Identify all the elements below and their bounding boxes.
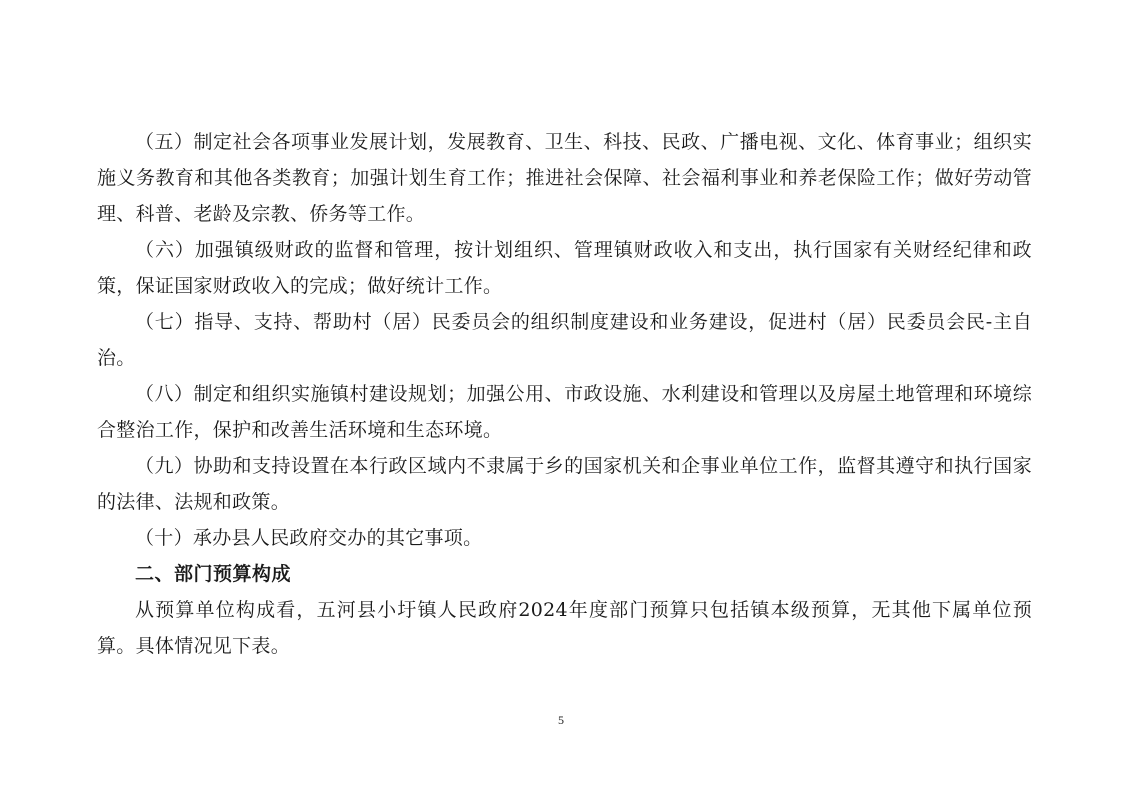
section-heading: 二、部门预算构成 — [135, 563, 292, 585]
paragraph-item-9: （九）协助和支持设置在本行政区域内不隶属于乡的国家机关和企事业单位工作，监督其遵守和执行国家的法律、法规和政策。 — [97, 455, 1032, 513]
paragraph-item-6: （六）加强镇级财政的监督和管理，按计划组织、管理镇财政收入和支出，执行国家有关财经纪律和政策，保证国家财政收入的完成；做好统计工作。 — [97, 239, 1032, 297]
paragraph-item-10: （十）承办县人民政府交办的其它事项。 — [135, 527, 483, 549]
paragraph-item-7: （七）指导、支持、帮助村（居）民委员会的组织制度建设和业务建设，促进村（居）民委员会民-主自治。 — [97, 311, 1032, 369]
paragraph-item-8: （八）制定和组织实施镇村建设规划；加强公用、市政设施、水利建设和管理以及房屋土地管理和环境综合整治工作，保护和改善生活环境和生态环境。 — [97, 383, 1032, 441]
page-number: 5 — [558, 713, 564, 727]
paragraph-item-5: （五）制定社会各项事业发展计划，发展教育、卫生、科技、民政、广播电视、文化、体育事业；组织实施义务教育和其他各类教育；加强计划生育工作；推进社会保障、社会福利事业和养老保险工作；做好劳动管理、科普、老龄及宗教、侨务等工作。 — [97, 131, 1032, 225]
document-body — [97, 124, 1032, 664]
section-paragraph: 从预算单位构成看，五河县小圩镇人民政府2024年度部门预算只包括镇本级预算，无其他下属单位预算。具体情况见下表。 — [97, 599, 1032, 657]
